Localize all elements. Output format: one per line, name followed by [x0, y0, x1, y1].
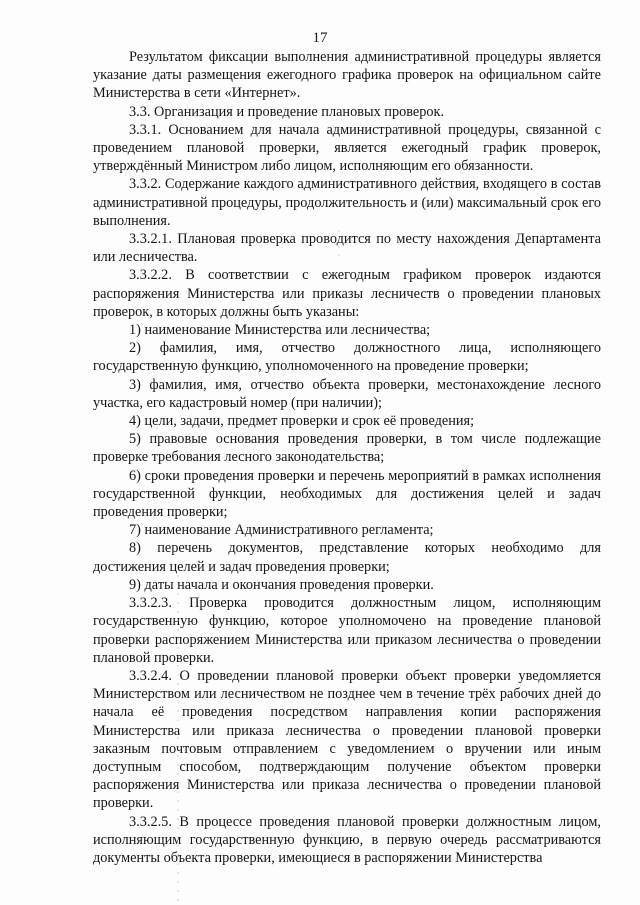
paragraph-3-3-2: 3.3.2. Содержание каждого административного действия, входящего в состав административной процедуры, продолжительность и (или) максимальный срок его выполнения. [93, 176, 601, 229]
section-heading-3-3: 3.3. Организация и проведение плановых проверок. [129, 103, 445, 120]
list-item-4: 4) цели, задачи, предмет проверки и срок её проведения; [129, 413, 475, 430]
document-body [93, 48, 601, 867]
list-item-8: 8) перечень документов, представление которых необходимо для достижения целей и задач проведения проверки; [93, 540, 601, 575]
paragraph-3-3-2-1: 3.3.2.1. Плановая проверка проводится по месту нахождения Департамента или лесничества. [93, 231, 601, 266]
list-item-2: 2) фамилия, имя, отчество должностного лица, исполняющего государственную функцию, уполномоченного на проведение проверки; [93, 340, 601, 375]
list-item-6: 6) сроки проведения проверки и перечень мероприятий в рамках исполнения государственной функции, необходимых для достижения целей и задач проведения проверки; [93, 467, 601, 521]
paragraph-3-3-2-4: 3.3.2.4. О проведении плановой проверки объект проверки уведомляется Министерством или лесничеством не позднее чем в течение трёх рабочих дней до начала её проведения посредством направления копии распоряжения Министерства или приказа лесничества о проведении плановой проверки заказным почтовым отправлением с уведомлением о вручении или иным доступным способом, подтверждающим получение объектом проверки распоряжения Министерства или приказа лесничества о проведении плановой проверки. [93, 667, 601, 812]
list-item-7: 7) наименование Административного регламента; [129, 522, 434, 539]
page-number: 17 [312, 30, 328, 46]
list-item-3: 3) фамилия, имя, отчество объекта проверки, местонахождение лесного участка, его кадастровый номер (при наличии); [93, 376, 601, 411]
list-item-5: 5) правовые основания проведения проверки, в том числе подлежащие проверке требования лесного законодательства; [93, 431, 601, 466]
paragraph-3-3-2-5: 3.3.2.5. В процессе проведения плановой проверки должностным лицом, исполняющим государственную функцию, в первую очередь рассматриваются документы объекта проверки, имеющиеся в распоряжении Министерства [93, 813, 601, 866]
paragraph-3-3-2-2: 3.3.2.2. В соответствии с ежегодным графиком проверок издаются распоряжения Министерства или приказы лесничеств о проведении плановых проверок, в которых должны быть указаны: [93, 267, 601, 320]
list-item-1: 1) наименование Министерства или лесничества; [129, 322, 431, 339]
list-item-9: 9) даты начала и окончания проведения проверки. [129, 576, 434, 593]
paragraph-3-3-1: 3.3.1. Основанием для начала административной процедуры, связанной с проведением плановой проверки, является ежегодный график проверок, утверждённый Министром либо лицом, исполняющим его обязанности. [93, 121, 601, 175]
paragraph-3-3-2-3: 3.3.2.3. Проверка проводится должностным лицом, исполняющим государственную функцию, которое уполномочено на проведение плановой проверки распоряжением Министерства или приказом лесничества о проведении плановой проверки. [93, 595, 601, 666]
paragraph-result: Результатом фиксации выполнения административной процедуры является указание даты размещения ежегодного графика проверок на официальном сайте Министерства в сети «Интернет». [93, 49, 601, 102]
